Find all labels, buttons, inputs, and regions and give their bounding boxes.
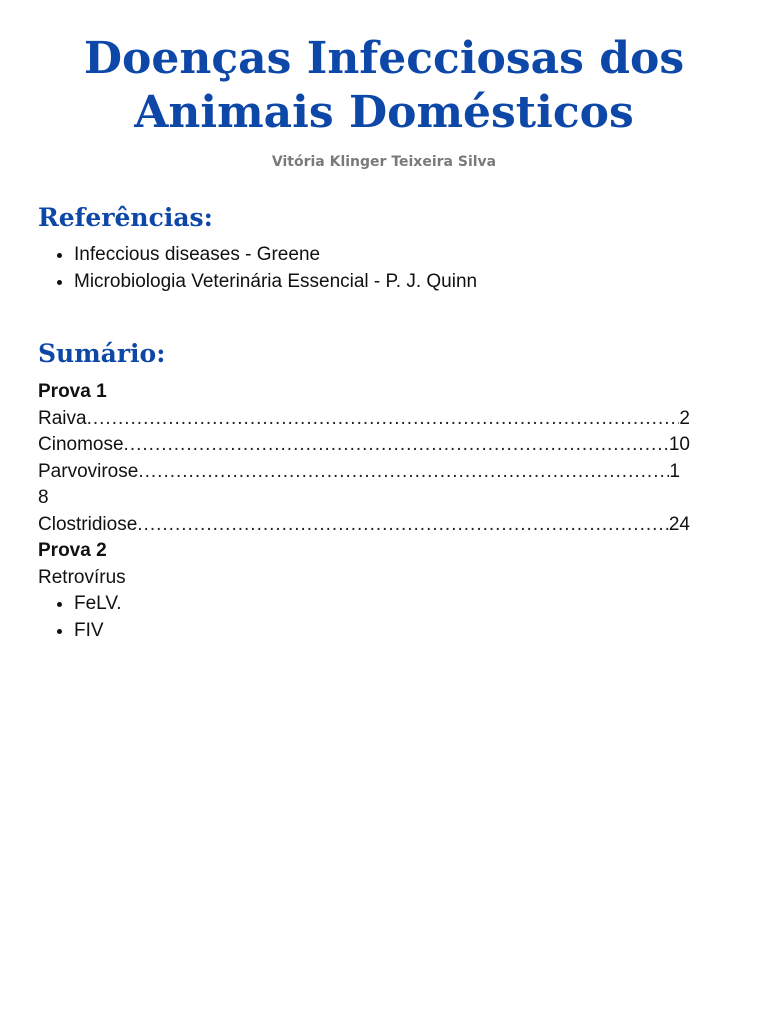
author-name: Vitória Klinger Teixeira Silva [271,154,497,170]
toc-leader [87,406,680,433]
prova-2-label: Prova 2 [38,540,107,561]
retrovirus-list [38,591,690,644]
list-item: • FIV [74,618,690,645]
list-item: • FeLV. [74,591,690,618]
toc-entry-title: Raiva [38,407,87,429]
references-list [38,241,754,295]
toc-entry-title: Cinomose [38,434,124,455]
toc-entry-page: 10 [668,434,690,455]
toc-entry [38,459,690,486]
prova-1-label: Prova 1 [38,381,107,402]
toc-leader [137,512,669,539]
toc-entry [38,512,690,539]
table-of-contents [38,379,690,644]
list-item: • Microbiologia Veterinária Essencial - P. J. Quinn [74,268,754,295]
toc-entry [38,406,690,433]
toc-entry [38,432,690,459]
toc-leader [138,459,669,486]
toc-entry-page: 1 [669,460,680,482]
toc-entry-page-continued: 8 [38,487,49,508]
references-heading: Referências: [38,203,213,232]
topic-retrovirus: Retrovírus [38,566,126,588]
toc-leader [124,432,669,459]
toc-entry-title: Clostridiose [38,513,138,535]
page-title: Doenças Infecciosas dos Animais Domésticos [83,33,685,138]
list-item: • Infeccious diseases - Greene [74,241,754,268]
summary-heading: Sumário: [38,339,166,368]
toc-entry-title: Parvovirose [38,460,139,482]
toc-entry-page: 2 [679,407,690,429]
toc-entry-page: 24 [668,513,690,535]
